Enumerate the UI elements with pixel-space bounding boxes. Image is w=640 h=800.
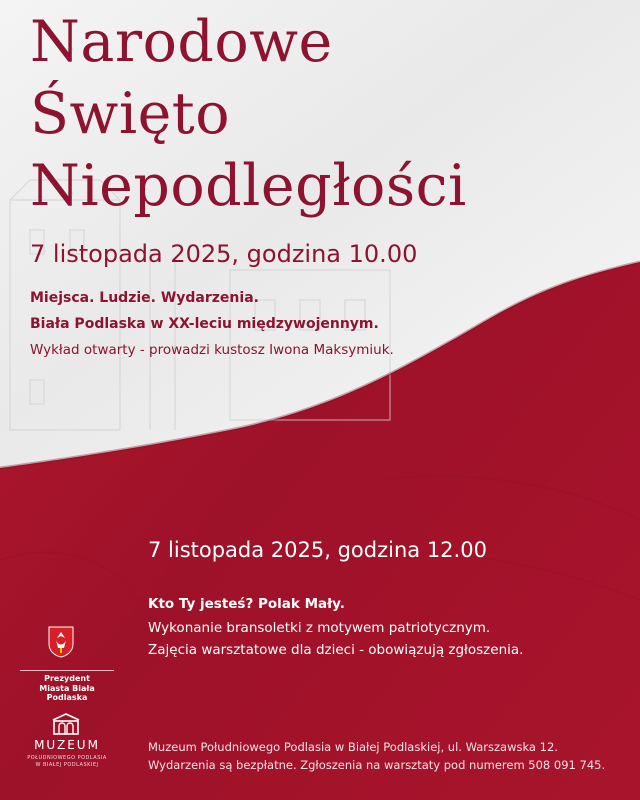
event2-line-3: Zajęcia warsztatowe dla dzieci - obowiązują zgłoszenia. [148, 642, 524, 658]
patron-line-1: Prezydent [44, 674, 90, 683]
patron-line-2: Miasta Biała Podlaska [39, 684, 95, 702]
coat-of-arms-icon [48, 626, 74, 658]
event1-line-3: Wykład otwarty - prowadzi kustosz Iwona Maksymiuk. [30, 342, 394, 358]
event1-line-2: Biała Podlaska w XX-leciu międzywojennym. [30, 316, 379, 332]
footer-info: Wydarzenia są bezpłatne. Zgłoszenia na warsztaty pod numerem 508 091 745. [148, 758, 606, 772]
event1-date: 7 listopada 2025, godzina 10.00 [30, 240, 418, 268]
title-line-2: Święto [30, 81, 231, 147]
museum-sub-2: W BIAŁEJ PODLASKIEJ [35, 762, 99, 768]
museum-name: MUZEUM [34, 738, 100, 752]
patron-divider [20, 670, 114, 671]
event2-date: 7 listopada 2025, godzina 12.00 [148, 538, 487, 562]
event2-line-1: Kto Ty jesteś? Polak Mały. [148, 596, 345, 612]
title-line-3: Niepodległości [30, 153, 467, 219]
museum-sub-1: POŁUDNIOWEGO PODLASIA [27, 755, 107, 761]
museum-building-icon [50, 712, 82, 736]
footer-address: Muzeum Południowego Podlasia w Białej Podlaskiej, ul. Warszawska 12. [148, 740, 558, 754]
event2-line-2: Wykonanie bransoletki z motywem patriotycznym. [148, 620, 491, 636]
title-line-1: Narodowe [30, 9, 333, 75]
event1-line-1: Miejsca. Ludzie. Wydarzenia. [30, 290, 259, 306]
